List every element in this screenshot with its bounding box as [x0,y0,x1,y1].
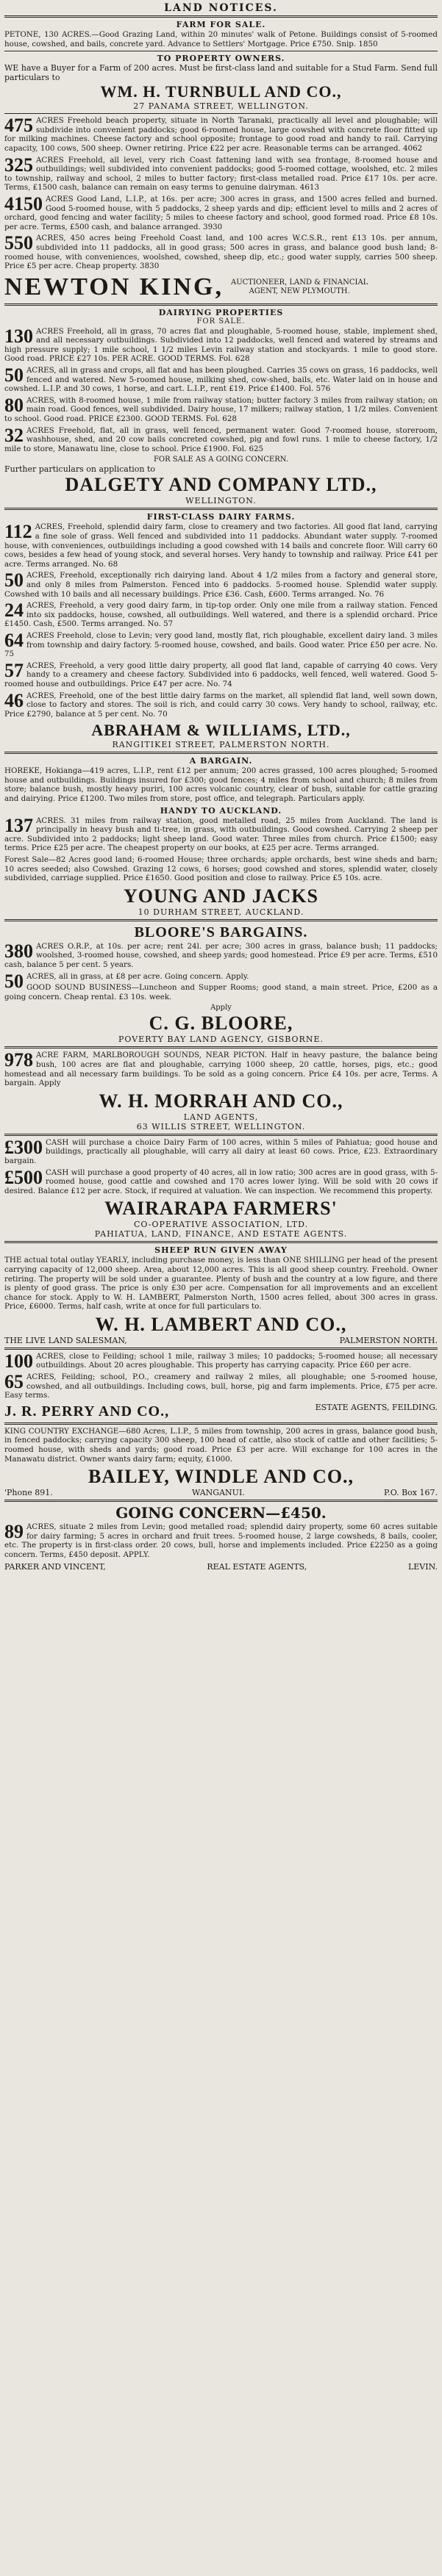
listing-text: ACRES, situate 2 miles from Levin; good metalled road; splendid dairy property, some 60 acres suitable for dairy farming; 5 acres in orchard and fruit trees. 5-roomed house, 2 large cowsheds, 8 bails, cooler, etc. The property is in first-class order. 20 cows, bull, horse and implements included. Price £2250 as a going concern. Terms, £450 deposit. APPLY. [4,1522,438,1559]
listing [4,1051,438,1087]
divider [4,1348,438,1350]
listing-text: ACRES, Freehold, one of the best little dairy farms on the market, all splendid flat land, well sown down, close to factory and stores. The soil is rich, and could carry 30 cows. Very handy to school, railway, etc. Price £2790, balance at 5 per cent. No. 70 [4,691,438,719]
handy-heading: HANDY TO AUCKLAND. [160,805,282,816]
bloore-apply: Apply [210,1004,232,1012]
perry-banner [4,1403,438,1420]
listing-number: 64 [4,629,24,651]
listing [4,691,438,719]
listing [4,1138,438,1166]
listing-number: 32 [4,424,24,446]
bailey-box: P.O. Box 167. [384,1488,438,1498]
dairying-terms: FOR SALE AS A GOING CONCERN. [153,456,289,464]
listing [4,327,438,364]
listing-text: ACRES Freehold beach property, situate in North Taranaki, practically all level and ploughable; will subdivide into convenient paddocks; good 6-roomed house, large cowshed with concrete floor fitted up for milking machines. Cheese factory and school opposite; frontage to good road and handy to rail. Carrying capacity, 100 cows, 500 sheep. Owner retiring. Price £22 per acre. Reasonable terms can be arranged. 4062 [4,116,438,153]
divider [4,1500,438,1502]
perry-sub: ESTATE AGENTS, FEILDING. [315,1402,438,1412]
listing-number: 550 [4,232,33,254]
wairarapa-firm: WAIRARAPA FARMERS' [104,1198,338,1220]
morrah-address: 63 WILLIS STREET, WELLINGTON. [136,1121,306,1132]
turnbull-firm: WM. H. TURNBULL AND CO., [100,82,342,101]
dairying-apply: Further particulars on application to [4,464,156,475]
young-jacks-address: 10 DURHAM STREET, AUCKLAND. [138,907,304,917]
newton-king-name: NEWTON KING, [4,273,224,301]
bailey-town: WANGANUI. [191,1488,245,1498]
newton-king-sub-line2: AGENT, NEW PLYMOUTH. [249,287,350,295]
listing-text: ACRES, Feilding; school, P.O., creamery and railway 2 miles, all ploughable; one 5-roomed house, cowshed, and all outbuildings. Including cows, bull, horse, pig and farm implements. Price, £75 per acre. Easy terms. [4,1372,438,1400]
listing-number: 50 [4,970,24,992]
listing-number: 325 [4,154,33,176]
listing-text: ACRES, all in grass and crops, all flat and has been ploughed. Carries 35 cows on grass, 16 paddocks, well fenced and watered. New 5-roomed house, milking shed, cow-shed, bails, etc. Water laid on in house and cowshed. L.I.P. and 30 cows, 1 horse, and cart. L.I.P., rent £19. Price £1400. Fol. 576 [4,366,438,394]
petone-listing: PETONE, 130 ACRES.—Good Grazing Land, within 20 minutes' walk of Petone. Buildings consist of 5-roomed house, cowshed, and bails, concrete yard. Advance to Settlers' Mortgage. Price £750. Snip. 1850 [4,30,438,48]
morrah-sub: LAND AGENTS, [183,1112,259,1122]
abraham-address: RANGITIKEI STREET, PALMERSTON NORTH. [112,740,330,750]
listing [4,396,438,424]
listing-text: ACRES Freehold, close to Levin; very good land, mostly flat, rich ploughable, excellent dairy land. 3 miles from township and dairy factory. 5-roomed house, cowshed, and bails. Good water. Price £50 per acre. No. 75 [4,630,438,659]
listing [4,601,438,629]
first-class-heading: FIRST-CLASS DAIRY FARMS. [146,512,296,522]
lambert-sub-right: PALMERSTON NORTH. [339,1335,438,1345]
farm-for-sale-heading: FARM FOR SALE. [176,20,266,29]
listing-text: ACRES, Freehold, exceptionally rich dairying land. About 4 1/2 miles from a factory and general store, and only 8 miles from Palmerston. Fenced into 6 paddocks. 5-roomed house. Splendid water supply. Cowshed with 10 bails and all necessary buildings. Price £36. Cash, £600. Terms arranged. No. 76 [4,571,438,599]
listing-number: 112 [4,521,32,543]
forest-listing: Forest Sale—82 Acres good land; 6-roomed House; three orchards; apple orchards, best wine sheds and barn; 10 acres seeded; also Cowshed. Grazing 12 cows, 6 horses; good cowshed and stores, splendid water, closely subdivided, carriage supplied. Price £1650. Good position and close to railway. Price £5 10s. acre. [4,855,438,883]
listing-number: 137 [4,814,33,836]
listing-number: 978 [4,1049,33,1071]
listing [4,426,438,454]
listing-text: ACRES Good Land, L.I.P., at 16s. per acre; 300 acres in grass, and 1500 acres felled and burned. Good 5-roomed house, with 5 paddocks, 2 sheep yards and dip; efficient level to mills and 2 acres of orchard, good fencing and water facility; 5 miles to cheese factory and school, good formed road. Price £8 10s. per acre. Terms, £500 cash, and balance arranged. 3930 [4,194,438,231]
newton-king-sub [231,278,368,296]
listing-text: ACRES Freehold, all in grass, 70 acres flat and ploughable, 5-roomed house, stable, implement shed, and all necessary outbuildings. Subdivided into 12 paddocks, well fenced and watered by streams and high pressure supply; 1 mile school, 1 1/2 miles Levin railway station and stockyards. 1 mile to good store. Good road. PRICE £27 10s. PER ACRE. GOOD TERMS. Fol. 628 [4,326,438,364]
divider [4,1134,438,1136]
listing [4,1352,438,1370]
listing-number: 65 [4,1371,24,1393]
horeke-listing: HOREKE, Hokianga—419 acres, L.I.P., rent £12 per annum; 200 acres grassed, 100 acres ploughed; 5-roomed house and outbuildings. Buildings insured for £300; good fences; 4 miles from school and church; 8 miles from store; balance bush, mostly heavy puriri, 100 acres volcanic country, clear of bush, suitable for cattle grazing and dairying. Price £1200. Two miles from store, post office, and telegraph. Particulars apply. [4,766,438,804]
divider [4,508,438,510]
perry-firm: J. R. PERRY AND CO., [4,1403,170,1420]
divider [4,1046,438,1048]
lambert-sub-left: THE LIVE LAND SALESMAN, [4,1335,127,1345]
divider [4,303,438,306]
cg-bloore-firm: C. G. BLOORE, [149,1012,293,1035]
listing [4,1522,438,1559]
young-jacks-firm: YOUNG AND JACKS [124,885,318,907]
listing-text: ACRES. 31 miles from railway station, good metalled road, 25 miles from Auckland. The land is principally in heavy bush and ti-tree, in grass, with outbuildings. Good cowshed. Carrying 2 sheep per acre. Subdivided into 2 paddocks; light sheep land. Good water. Three miles from church. Price £1500; easy terms. Price £25 per acre. The cheapest property on our books, at £25 per acre. Terms arranged. [4,816,438,853]
listing-text: ACRES O.R.P., at 10s. per acre; rent 24l. per acre; 300 acres in grass, balance bush; 11 paddocks; woolshed, 3-roomed house, cowshed, and sheep yards; good homestead. Price £9 per acre. Terms, £510 cash, balance 5 per cent. 5 years. [4,941,438,969]
bailey-firm: BAILEY, WINDLE AND CO., [88,1466,354,1488]
business-listing: GOOD SOUND BUSINESS—Luncheon and Supper Rooms; good stand, a main street. Price, £200 as a going concern. Cheap rental. £3 10s. week. [4,983,438,1001]
listing-text: ACRES, Freehold, a very good dairy farm, in tip-top order. Only one mile from a railway station. Fenced into six paddocks, house, cowshed, all outbuildings. Well watered, and there is a splendid orchard. Price £1450. Cash, £500. Terms arranged. No. 57 [4,601,438,629]
dalgety-firm: DALGETY AND COMPANY LTD., [65,474,377,496]
listing-number: £300 [4,1136,43,1158]
wairarapa-sub: CO-OPERATIVE ASSOCIATION, LTD. [133,1220,308,1230]
listing [4,942,438,970]
listing-text: ACRES Freehold, all level, very rich Coast fattening land with sea frontage, 8-roomed house and outbuildings; well subdivided into convenient paddocks; good 5-roomed cottage, woolshed, etc. 2 miles to township, railway and school, 2 miles to butter factory; first-class metalled road. Price £17 10s. per acre. Terms, £1500 cash, balance can remain on easy terms to genuine dairyman. 4613 [4,155,438,193]
listing [4,661,438,689]
listing-number: 130 [4,325,33,347]
bargain-heading: A BARGAIN. [189,756,253,766]
listing [4,366,438,394]
listing-number: 475 [4,115,33,137]
parker-firm: PARKER AND VINCENT, [4,1561,106,1572]
bailey-contact [4,1488,438,1497]
turnbull-intro: WE have a Buyer for a Farm of 200 acres. Must be first-class land and suitable for a Stud Farm. Send full particulars to [4,63,438,83]
listing [4,571,438,599]
listing-text: ACRES, Freehold, splendid dairy farm, close to creamery and two factories. All good flat land, carrying a fine sole of grass. Well fenced and subdivided into 11 paddocks. Abundant water supply. 7-roomed house, with conveniences, outbuildings including a good cowshed with 14 bails and concrete floor. Will carry 60 cows, besides a few head of young stock, and several horses. Very handy to township and railway. Price £41 per acre. Terms arranged. No. 68 [4,522,438,569]
bailey-phone: 'Phone 891. [4,1488,53,1498]
sheep-run-text: THE actual total outlay YEARLY, including purchase money, is less than ONE SHILLING per head of the present carrying capacity of 12,000 sheep. Area, about 12,000 acres. This is all good sheep country. Freehold. Owner retiring. The property will be sold under a guarantee. Plenty of bush and the country at a low figure, and there is plenty of good grass. The price is only £30 per acre. Compensation for all improvements and an excellent chance for stock. Apply to W. H. LAMBERT, Palmerston North, 1500 acres felled, about 300 acres in grass. Price, £6000. Terms, half cash, write at once for full particulars to. [4,1256,438,1312]
dairying-heading: DAIRYING PROPERTIES [158,307,284,317]
listing [4,816,438,853]
listing-number: 50 [4,364,24,386]
divider [4,752,438,754]
listing [4,116,438,153]
parker-sub: REAL ESTATE AGENTS, [207,1561,307,1572]
listing-number: 80 [4,394,24,416]
dalgety-address: WELLINGTON. [185,496,257,506]
divider [4,15,438,18]
listing-number: 4150 [4,193,43,215]
sheep-run-heading: SHEEP RUN GIVEN AWAY [154,1245,288,1256]
listing [4,156,438,193]
listing-number: 89 [4,1521,24,1543]
listing-text: ACRES Freehold, flat, all in grass, well fenced, permanent water. Good 7-roomed house, storeroom, washhouse, shed, and 20 cow bails concreted cowshed, pig and fowl runs. 1 mile to cheese factory, 1/2 mile to store, Manawatu line, close to school. Price £1900. Fol. 625 [4,425,438,453]
turnbull-heading: TO PROPERTY OWNERS. [157,54,285,64]
listing-text: ACRES, 450 acres being Freehold Coast land, and 100 acres W.C.S.R., rent £13 10s. per annum, subdivided into 11 paddocks, all in good grass; 500 acres in grass, and balance good bush land; 8-roomed house, with conveniences, woolshed, cowshed, sheep dip, etc.; good water supply, carries 500 sheep. Price £5 per acre. Cheap property. 3830 [4,234,438,271]
king-country-listing: KING COUNTRY EXCHANGE—680 Acres, L.I.P., 5 miles from township, 200 acres in grass, balance good bush, in fenced paddocks; carrying capacity 300 sheep, 100 head of cattle, also stock of cattle and other facilities; 5-roomed house, with sheds and yards; good road. Price £3 per acre. Will exchange for 100 acres in the Manawatu district. Owner wants dairy farm; equity, £1000. [4,1426,438,1464]
listing [4,1168,438,1196]
listing-number: 46 [4,689,24,711]
cg-bloore-address: POVERTY BAY LAND AGENCY, GISBORNE. [118,1035,324,1045]
listing-text: ACRES, with 8-roomed house, 1 mile from railway station; butter factory 3 miles from railway station; on main road. Good fences, well subdivided. Dairy house, 17 milkers; railway station, 1 1/2 miles. Convenient to school. Good road. PRICE £2300. GOOD TERMS. Fol. 628 [4,395,438,424]
listing-number: 380 [4,940,33,962]
listing [4,631,438,659]
divider [4,919,438,921]
listing-number: 50 [4,569,24,591]
listing-text: ACRES, all in grass, at £8 per acre. Going concern. Apply. [26,971,249,981]
divider [4,1241,438,1243]
listing [4,1372,438,1400]
lambert-sub [4,1336,438,1345]
bloore-heading: BLOORE'S BARGAINS. [134,924,308,940]
listing-number: 24 [4,600,24,622]
dairying-subheading: FOR SALE. [196,317,246,325]
listing [4,195,438,231]
listing-text: CASH will purchase a choice Dairy Farm of 100 acres, within 5 miles of Pahiatua; good house and buildings, practically all ploughable, will carry all dairy at least 60 cows. Price, £23. Extraordinary bargain. [4,1137,438,1165]
listing [4,522,438,569]
listing-text: ACRES, close to Feilding; school 1 mile, railway 3 miles; 10 paddocks; 5-roomed house; all necessary outbuildings. About 20 acres ploughable. This property has carrying capacity. Price £60 per acre. [36,1351,438,1370]
lambert-firm: W. H. LAMBERT AND CO., [95,1313,347,1335]
wairarapa-address: PAHIATUA, LAND, FINANCE, AND ESTATE AGENTS. [94,1229,348,1240]
newton-king-sub-line1: AUCTIONEER, LAND & FINANCIAL [230,278,368,287]
divider [4,113,438,114]
newton-king-banner [4,273,438,301]
morrah-firm: W. H. MORRAH AND CO., [99,1090,343,1112]
page-title: LAND NOTICES. [164,2,278,14]
parker-banner [4,1562,438,1572]
divider [4,1422,438,1425]
listing-number: 57 [4,659,24,681]
listing-text: ACRES, Freehold, a very good little dairy property, all good flat land, capable of carrying 40 cows. Very handy to a creamery and cheese factory. Subdivided into 6 paddocks, well fenced, well watered. Good 5-roomed house and outbuildings. Price £47 per acre. No. 74 [4,661,438,688]
abraham-firm: ABRAHAM & WILLIAMS, LTD., [91,721,351,740]
listing-number: £500 [4,1166,43,1188]
listing-number: 100 [4,1350,33,1372]
going-concern-heading: GOING CONCERN—£450. [115,1504,327,1522]
listing-text: CASH will purchase a good property of 40 acres, all in low ratio; 300 acres are in good grass, with 5-roomed house, good cattle and cowshed and 170 acres lower lying. Will be sold with 20 cows if desired. Balance £12 per acre. Stock, if required at valuation. We can inspection. We recommend this property. [4,1168,438,1195]
parker-town: LEVIN. [407,1561,438,1572]
turnbull-address: 27 PANAMA STREET, WELLINGTON. [133,101,309,112]
listing [4,234,438,270]
listing-text: ACRE FARM, MARLBOROUGH SOUNDS, NEAR PICTON. Half in heavy pasture, the balance being bush, 100 acres are flat and ploughable, carrying 1000 sheep, 20 cattle, horses, pigs, etc.; good homestead and all necessary farm buildings. To be sold as a going concern. Price £4 10s. per acre, Terms. A bargain. Apply [4,1051,438,1088]
